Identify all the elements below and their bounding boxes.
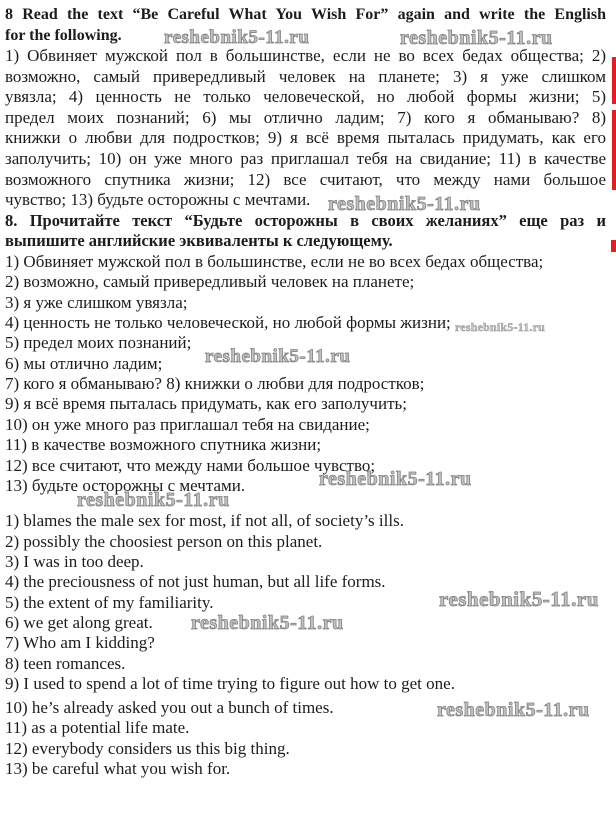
russian-items-list bbox=[5, 252, 606, 497]
list-item: 5) the extent of my familiarity. bbox=[5, 592, 214, 612]
list-item: 13) будьте осторожны с мечтами. bbox=[5, 476, 246, 496]
paragraph-line: заполучить; 10) он уже много раз приглашал тебя на свидание; 11) в качестве bbox=[5, 148, 606, 168]
list-item: 9) я всё время пыталась придумать, как его заполучить; bbox=[5, 394, 407, 414]
list-item: 1) Обвиняет мужской пол в большинстве, если не во всех бедах общества; bbox=[5, 251, 544, 271]
paragraph-line: увязла; 4) ценность не только человеческой, но любой формы жизни; 5) bbox=[5, 87, 606, 107]
red-edge-marker bbox=[612, 57, 616, 104]
list-item: 4) the preciousness of not just human, but all life forms. bbox=[5, 572, 386, 592]
list-item: 6) we get along great. bbox=[5, 612, 153, 632]
list-item: 2) possibly the choosiest person on this planet. bbox=[5, 531, 323, 551]
heading-line: 8 Read the text “Be Careful What You Wish For” again and write the English bbox=[5, 6, 606, 23]
english-items-list bbox=[5, 511, 606, 779]
list-item: 6) мы отлично ладим; bbox=[5, 353, 163, 373]
heading-line: 8. Прочитайте текст “Будьте осторожны в своих желаниях” еще раз и bbox=[5, 210, 606, 230]
list-item: 10) он уже много раз приглашал тебя на свидание; bbox=[5, 414, 370, 434]
site-watermark: reshebnik5-11.ru bbox=[439, 587, 599, 611]
list-item: 8) teen romances. bbox=[5, 653, 126, 673]
site-watermark: reshebnik5-11.ru bbox=[164, 27, 310, 48]
list-item: 11) as a potential life mate. bbox=[5, 718, 190, 738]
site-watermark: reshebnik5-11.ru bbox=[455, 320, 545, 334]
heading-line: выпишите английские эквиваленты к следующему. bbox=[5, 231, 393, 251]
paragraph-line: чувство; 13) будьте осторожны с мечтами. bbox=[5, 190, 311, 210]
task-heading-en bbox=[5, 4, 606, 46]
list-item: 13) be careful what you wish for. bbox=[5, 759, 231, 778]
red-edge-marker bbox=[612, 110, 616, 190]
list-item: 3) я уже слишком увязла; bbox=[5, 292, 188, 312]
site-watermark: reshebnik5-11.ru bbox=[437, 699, 590, 721]
site-watermark: reshebnik5-11.ru bbox=[205, 346, 351, 367]
list-item: 9) I used to spend a lot of time trying to figure out how to get one. bbox=[5, 673, 455, 693]
paragraph-line: 1) Обвиняет мужской пол в большинстве, если не во всех бедах общества; 2) bbox=[5, 46, 606, 65]
list-item: 11) в качестве возможного спутника жизни; bbox=[5, 435, 322, 455]
list-item: 12) everybody considers us this big thing. bbox=[5, 738, 290, 758]
site-watermark: reshebnik5-11.ru bbox=[77, 489, 230, 511]
heading-line: for the following. bbox=[5, 27, 122, 44]
task-heading-ru bbox=[5, 211, 606, 252]
site-watermark: reshebnik5-11.ru bbox=[319, 468, 472, 490]
paragraph-line: возможного спутника жизни; 12) все считают, что между нами большое bbox=[5, 169, 606, 189]
list-item: 1) blames the male sex for most, if not all, of society’s ills. bbox=[5, 511, 404, 531]
paragraph-line: книжки о любви для подростков; 9) я всё время пыталась придумать, как его bbox=[5, 128, 606, 148]
list-item: 10) he’s already asked you out a bunch of times. bbox=[5, 698, 334, 718]
list-item: 4) ценность не только человеческой, но любой формы жизни; bbox=[5, 312, 451, 332]
list-item: 2) возможно, самый привередливый человек на планете; bbox=[5, 272, 415, 292]
list-item: 7) Who am I kidding? bbox=[5, 633, 155, 653]
site-watermark: reshebnik5-11.ru bbox=[328, 193, 481, 215]
paragraph-line: предел моих познаний; 6) мы отлично ладим; 7) кого я обманываю? 8) bbox=[5, 107, 606, 127]
list-item: 5) предел моих познаний; bbox=[5, 333, 192, 353]
site-watermark: reshebnik5-11.ru bbox=[400, 27, 553, 49]
list-item: 7) кого я обманываю? 8) книжки о любви для подростков; bbox=[5, 374, 425, 394]
russian-paragraph bbox=[5, 46, 606, 211]
list-item: 12) все считают, что между нами большое чувство; bbox=[5, 455, 376, 475]
red-edge-marker bbox=[611, 240, 616, 252]
list-item: 3) I was in too deep. bbox=[5, 552, 144, 572]
paragraph-line: возможно, самый привередливый человек на планете; 3) я уже слишком bbox=[5, 66, 606, 86]
site-watermark: reshebnik5-11.ru bbox=[191, 612, 344, 634]
